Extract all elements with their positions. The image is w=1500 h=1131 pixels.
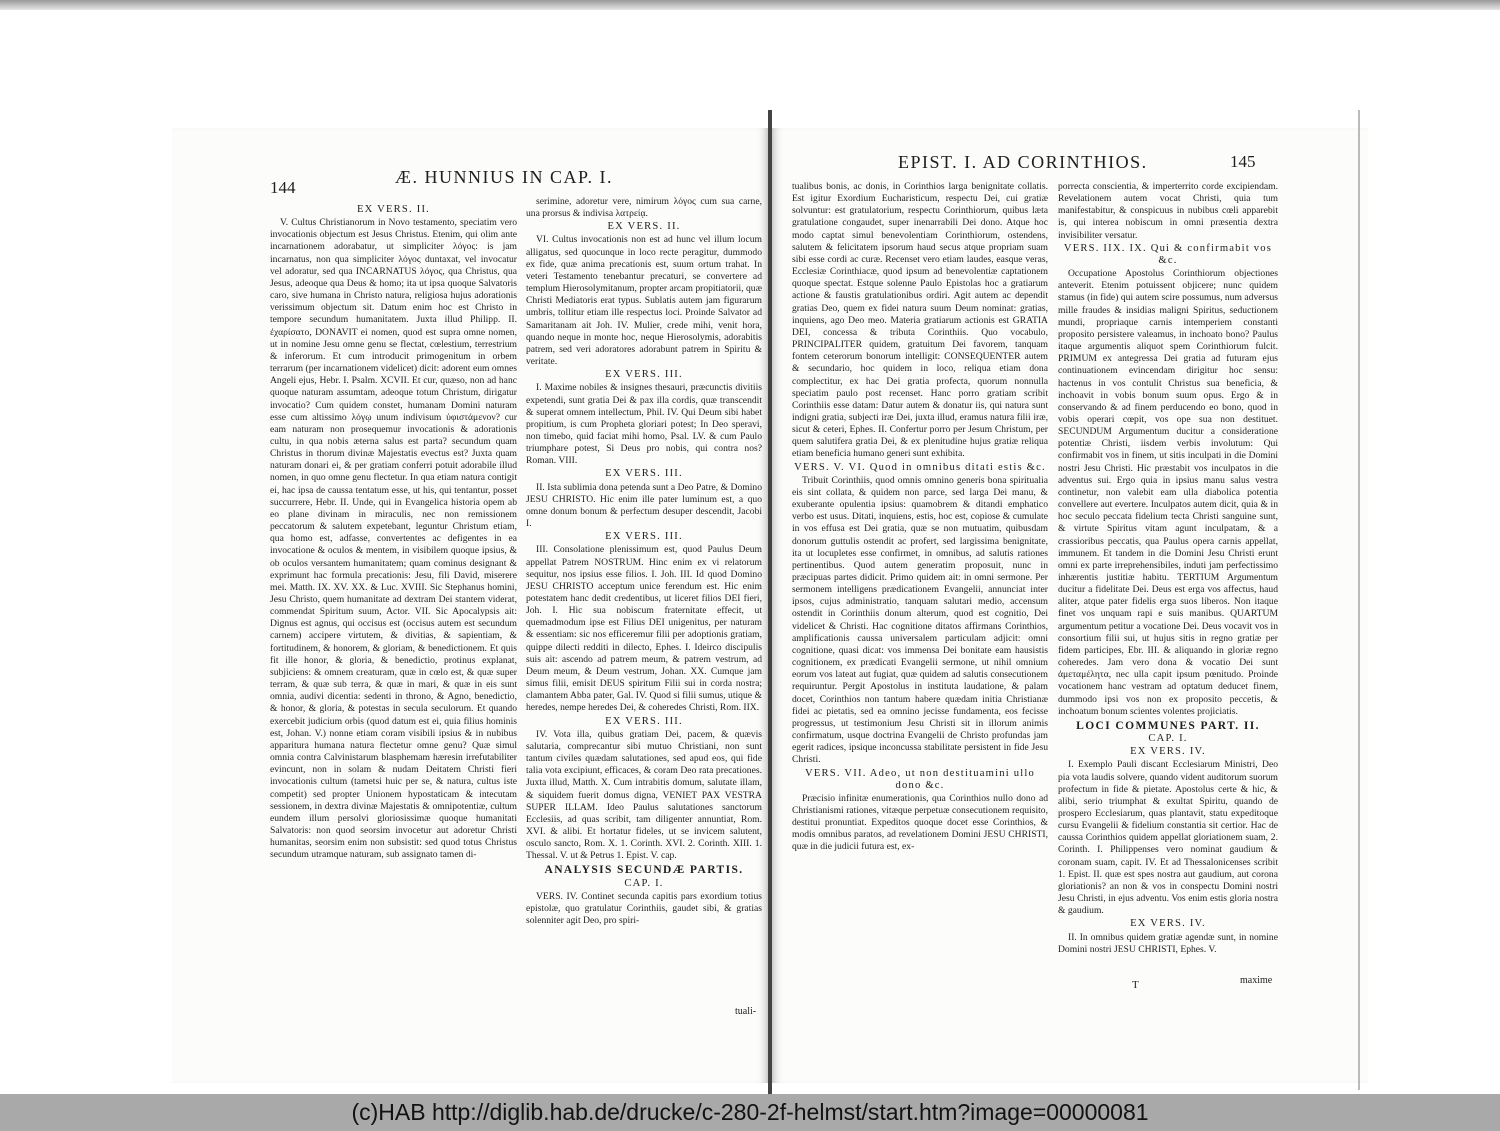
section-heading: EX VERS. III. bbox=[605, 715, 683, 727]
section-heading: EX VERS. III. bbox=[605, 468, 683, 480]
section-heading: VERS. V. VI. Quod in omnibus ditati estis &c. bbox=[794, 461, 1046, 473]
section-heading: EX VERS. III. bbox=[605, 369, 683, 381]
paragraph: II. In omnibus quidem gratiæ agendæ sunt, in nomine Domini nostri JESU CHRISTI, Ephes. V. bbox=[1058, 931, 1278, 955]
paragraph: VI. Cultus invocationis non est ad hunc vel illum locum alligatus, sed quocunque in loco recte peragitur, dummodo ex fide, quæ anima precationis est, suum ortum trahat. In veteri Testamento tenebantur precaturi, se convertere ad templum Hierosolymitanum, propter arcam propitiatorii, quæ Christi Mediatoris erat typus. Sublatis autem jam figurarum umbris, tollitur etiam ille respectus loci. Proinde Salvator ad Samaritanam ait Joh. IV. Mulier, crede mihi, venit hora, quando neque in monte hoc, neque Hierosolymis, adorabitis patrem, sed veri adoratores adorabunt patrem in Spiritu & veritate. bbox=[526, 234, 762, 368]
paragraph: porrecta conscientia, & imperterrito corde excipiendam. Revelationem autem vocat Christi, quia tum manifestabitur, & conspicuus in nubibus cœli apparebit is, qui interea nobiscum in omni præsentia dextra invisibiliter versatur. bbox=[1058, 181, 1278, 241]
section-heading: EX VERS. II. bbox=[356, 204, 431, 215]
paragraph: tualibus bonis, ac donis, in Corinthios larga benignitate collatis. Est igitur Exordium Eucharisticum, respectu Dei, cui gratiæ solvuntur: est gratulatorium, respectu Corinthiorum, quibus læta gratulatione congaudet, super inenarrabili Dei dono. Atque hoc modo captat simul benevolentiam Corinthiorum, ostendens, salutem & felicitatem ipsorum haud secus atque propriam suam sibi esse cordi ac curæ. Recenset vero etiam laudes, easque veras, Ecclesiæ Corinthiacæ, quod ipsum ad benevolentiæ captationem quoque spectat. Estque solenne Paulo Epistolas hoc a gratiarum actione & faustis gratulationibus ordiri. Agit autem ac dependit gratias Deo, quem ex fidei natura suum Deum nominat: gratias, inquiens, ago Deo meo. Materia gratiarum actionis est GRATIA DEI, concessa & tributa Corinthiis. Quo vocabulo, PRINCIPALITER quidem, gratuitum Dei favorem, tanquam fontem ceterorum bonorum intelligit: CONSEQUENTER autem & secundario, hoc quidem in loco, reliqua etiam dona complectitur, ex hac Dei gratia profecta, quorum nonnulla speciatim paulo post recenset. Hanc porro gratiam scribit Corinthiis esse datam: Datur autem & donatur iis, qui natura sunt indigni gratia, subjecti iræ Dei, juxta illud, eramus natura filii iræ, sicut & ceteri, Ephes. II. Confertur porro per Jesum Christum, per quem salutifera gratia Dei, & ex plenitudine hujus gratiæ reliqua etiam beneficia humano generi sunt exhibita. bbox=[792, 181, 1048, 460]
left-column-1 bbox=[270, 203, 517, 1003]
paragraph: VERS. IV. Continet secunda capitis pars exordium totius epistolæ, quo gratulatur Corinthiis, gaudet sibi, & gratias solenniter agit Deo, pro spiri- bbox=[526, 890, 762, 927]
page-edge bbox=[1358, 110, 1360, 1090]
left-column-2 bbox=[526, 196, 762, 1004]
section-heading: VERS. IIX. IX. Qui & confirmabit vos &c. bbox=[1063, 242, 1273, 266]
right-column-1 bbox=[792, 181, 1048, 1021]
paragraph: I. Exemplo Pauli discant Ecclesiarum Ministri, Deo pia vota laudis solvere, quando vident auditorum suorum profectum in fide & pietate. Apostolus certe & hic, & alibi, serio triumphat & exultat Spiritu, quando de prospero Ecclesiarum, quas plantavit, statu expeditoque cursu Evangelii & fidelium constantia sit certior. Hac de caussa Corinthios quidem appellat gloriationem suam, 2. Corinth. I. Philippenses vero nominat gaudium & coronam suam, capit. IV. Et ad Thessalonicenses scribit 1. Epist. II. quæ est spes nostra aut gaudium, aut corona gloriationis? an non & vos in conspectu Domini nostri Jesu Christi, in ejus adventu. Vos enim estis gloria nostra & gaudium. bbox=[1058, 759, 1278, 917]
section-heading: ANALYSIS SECUNDÆ PARTIS. bbox=[544, 864, 744, 877]
right-column-2 bbox=[1058, 181, 1278, 981]
signature-mark: T bbox=[1132, 979, 1139, 991]
left-running-head: Æ. HUNNIUS IN CAP. I. bbox=[395, 167, 614, 187]
section-heading: CAP. I. bbox=[624, 877, 664, 889]
section-heading: VERS. VII. Adeo, ut non destituamini ullo dono &c. bbox=[805, 767, 1035, 791]
paragraph: serimine, adoretur vere, nimirum λόγος cum sua carne, una prorsus & indivisa λατρείᾳ. bbox=[526, 196, 762, 220]
section-heading: EX VERS. III. bbox=[605, 531, 683, 543]
paragraph: IV. Vota illa, quibus gratiam Dei, pacem, & quævis salutaria, comprecantur sibi mutuo Christiani, non sunt tantum civiles quædam salutationes, sed apud eos, qui fide talia vota excipiunt, efficaces, & coram Deo rata precationes. Juxta illud, Matth. X. Cum intrabitis domum, salutate illam, & siquidem fuerit domus digna, VENIET PAX VESTRA SUPER ILLAM. Ideo Paulus salutationes sanctorum Ecclesiis, ad quas scribit, tam diligenter annuntiat, Rom. XVI. & alibi. Et hortatur fideles, ut se invicem salutent, osculo sancto, Rom. X. 1. Corinth. XVI. 2. Corinth. XIII. 1. Thessal. V. ut & Petrus 1. Epist. V. cap. bbox=[526, 728, 762, 862]
paragraph: Occupatione Apostolus Corinthiorum objectiones anteverit. Etenim potuissent objicere; nunc quidem stamus (in fide) qui autem scire possumus, num adversus mille fraudes & insidias maligni Spiritus, seductionem mundi, propriaque carnis intemperiem constanti proposito persistere valeamus, in inchoato bono? Paulus itaque argumentis aliquot spem Corinthiorum fulcit. PRIMUM ex antegressa Dei gratia ad futuram ejus continuationem evincendam dirigitur hoc sensu: hactenus in vos contulit Christus sua beneficia, & inchoavit in vobis bonum suum opus. Ergo & in conservando & ad finem perducendo eo bono, quod in vobis operari cœpit, vos ope sua non destituet. SECUNDUM Argumentum ducitur a consideratione potentiæ Christi, iisdem verbis involutum: Qui confirmabit vos in finem, ut sitis inculpati in die Domini nostri Jesu Christi. Hic præstabit vos inculpatos in die adventus sui. Ergo quia in ipsius manu salus vestra continetur, non valebit eam ulla diabolica potentia convellere aut evertere. Inculpatos autem dicit, quia & in hoc seculo peccata fidelium tecta Christi sanguine sunt, & virtute Spiritus vitam agunt inculpatam, & a crassioribus peccatis, qua Paulus opera carnis appellat, immunem. Et tandem in die Domini Jesu Christi erunt omni ex parte irreprehensibiles, induti jam perfectissimo inhærentis justitiæ habitu. TERTIUM Argumentum ducitur a fidelitate Dei. Deus est erga vos affectus, haud aliter, atque pater fidelis erga suos liberos. Non itaque finet vos unquam rapi e suis manibus. QUARTUM argumentum petitur a vocatione Dei. Deus vocavit vos in consortium filii sui, ut hujus sitis in regno gratiæ per fidem participes, Ebr. III. & aliquando in gloriæ regno coheredes. Jam vero dona & vocatio Dei sunt ἀμεταμέλητα, nec ulla capit ipsum pœnitudo. Proinde vocationem hanc vestram ad optatum deducet finem, dummodo ipsi vos non ex proposito peccetis, & inchoatum bonum scientes volentes projiciatis. bbox=[1058, 268, 1278, 717]
left-page-number: 144 bbox=[270, 178, 296, 197]
section-heading: EX VERS. IV. bbox=[1130, 746, 1206, 758]
right-catchword: maxime bbox=[1240, 975, 1273, 986]
right-running-head: EPIST. I. AD CORINTHIOS. bbox=[898, 152, 1148, 172]
scan-top-shade bbox=[0, 0, 1500, 10]
paragraph: Præcisio infinitæ enumerationis, qua Corinthios nullo dono ad Christianismi rationes, vitæque perpetuæ consecutionem requisito, destitui pronuntiat. Expeditos quoque docet esse Corinthios, & modis omnibus paratos, ad revelationem Domini JESU CHRISTI, quæ in die judicii futura est, ex- bbox=[792, 792, 1048, 853]
left-catchword: tuali- bbox=[735, 1006, 757, 1017]
right-page-number: 145 bbox=[1230, 152, 1256, 171]
paragraph: Tribuit Corinthiis, quod omnis omnino generis bona spiritualia eis sint collata, & quidem non parce, sed larga Dei manu, & exuberante opulentia ipsius: quamobrem & ditandi emphatico verbo est usus. Ditati, inquiens, estis, hoc est, copiose & cumulate in vos effusa est Dei gratia, quæ se non mutuatim, quibusdam donorum guttulis ostendit ac profert, sed largissima benignitate, ita ut locupletes esse confirmet, in omnibus, ad salutis rationes pertinentibus. Quod autem generatim proposuit, nunc in præcipuas partes didicit. Primo quidem ait: in omni sermone. Per sermonem intelligens prædicationem Evangelii, annunciat inter ipsos, cujus administratio, tanquam salutari medio, accensum ostendit in Corinthiis donum alterum, quod est cognitio, Dei videlicet & Christi. Hac cognitione ditatos affirmans Corinthios, amplificationis caussa universalem particulam adjicit: omni cognitione, quasi dicat: vos immensa Dei bonitate eam hausistis cognitionem, ex prædicati Evangelii sermone, ut nihil omnium eorum vos lateat aut fugiat, quæ quidem ad salutis consecutionem requiruntur. Pergit Apostolus in instituta laudatione, & palam docet, Corinthios non tantum habere quædam initia Christianæ fidei ac pietatis, sed ea omnino jecisse fundamenta, eos fecisse progressus, ut testimonium Jesu Christi sit in illorum animis confirmatum, usque doctrina Evangelii de Christo profundas jam egerit radices, ipsique inconcussa stabilitate persistent in fide Jesu Christi. bbox=[792, 474, 1048, 766]
copyright-footer: (c)HAB http://diglib.hab.de/drucke/c-280-2f-helmst/start.htm?image=00000081 bbox=[0, 1094, 1500, 1131]
paragraph: I. Maxime nobiles & insignes thesauri, præcunctis divitiis expetendi, sunt gratia Dei & pax illa cordis, quæ transcendit & superat omnem intellectum, Phil. IV. Qui Deum sibi habet propitium, is cum Propheta gloriari potest; In Deo speravi, non timebo, quid faciat mihi homo, Psal. LV. & cum Paulo triumphare potest, Si Deus pro nobis, qui contra nos? Roman. VIII. bbox=[526, 382, 762, 467]
section-heading: CAP. I. bbox=[1148, 733, 1188, 745]
paragraph: II. Ista sublimia dona petenda sunt a Deo Patre, & Domino JESU CHRISTO. Hic enim ille pater luminum est, a quo omne donum bonum & perfectum desuper descendit, Jacobi I. bbox=[526, 481, 762, 530]
section-heading: EX VERS. II. bbox=[607, 221, 681, 233]
book-gutter bbox=[768, 110, 772, 1100]
paragraph: III. Consolatione plenissimum est, quod Paulus Deum appellat Patrem NOSTRUM. Hinc enim ex vi relatorum sequitur, nos ipsius esse filios. I. Joh. III. Id quod Domino JESU CHRISTO acceptum unice ferendum est. Hic enim potestatem hanc dedit credentibus, ut liceret filios DEI fieri, Joh. I. Hic sua nobiscum fraternitate effecit, ut quemadmodum ipse est Filius DEI unigenitus, per naturam & essentiam: sic nos efficeremur filii per adoptionis gratiam, quippe dilecti redditi in dilecto, Ephes. I. Ideirco discipulis suis ait: ascendo ad patrem meum, & patrem vestrum, ad Deum meum, & Deum vestrum, Johan. XX. Cumque jam simus filii, emisit DEUS spiritum Filii sui in corda nostra; clamantem Abba pater, Gal. IV. Quod si filii sumus, utique & heredes, nempe heredes Dei, & coheredes Christi, Rom. IIX. bbox=[526, 544, 762, 714]
section-heading: LOCI COMMUNES PART. II. bbox=[1076, 719, 1260, 732]
paragraph: V. Cultus Christianorum in Novo testamento, speciatim vero invocationis objectum est Jesus Christus. Etenim, qui olim ante incarnationem adorabatur, ut simpliciter λόγος: is jam incarnatus, non qua simpliciter λόγος duntaxat, vel invocatur vel adoratur, sed qua INCARNATUS λόγος, qua Christus, qua Jesus, adeoque qua Deus & homo; ita ut ipsa quoque Salvatoris caro, sive humana in Christo natura, religiosa hujus adorationis verissimum objectum sit. Datum enim hoc est Christo in tempore secundum humanitatem. Juxta illud Philipp. II. ἐχαρίσατο, DONAVIT ei nomen, quod est supra omne nomen, ut in nomine Jesu omne genu se flectat, cœlestium, terrestrium & inferorum. Et cum introducit primogenitum in orbem terrarum (per incarnationem videlicet) dicit: adorent eum omnes Angeli ejus, Hebr. I. Psalm. XCVII. Et cur, quæso, non ad hanc quoque naturam assumtam, adeoque totum Christum, dirigatur invocatio? Cum quidem constet, humanam Domini naturam esse cum altissimo λόγῳ unum indivisum ὑφιστάμενον? cur eam naturam non prosequemur invocationis & adorationis cultu, in qua nobis æterna salus est parta? secundum quam Christus in thorum divinæ Majestatis evectus est? Juxta quam naturam donari ei, & per gratiam conferri potuit adorabile illud nomen, in quo omne genu flectetur. In qua etiam natura contigit ei, hac ipsa de caussa tentatum esse, ut his, qui tentantur, posset succurrere, Hebr. II. Unde, qui in Evangelica historia opem ab eo plane divinam in miraculis, nec non remissionem peccatorum & salutem expetebant, leguntur Christum etiam, qua homo est, adfasse, convertentes ac defigentes in ea invocatione & oculos & mentem, in visibilem quoque ipsius, & ob oculos versantem humanitatem; quam cominus designant & exprimunt hac formula precationis: Jesu, fili David, miserere mei. Matth. IX. XV. XX. & Luc. XVIII. Sic Stephanus homini, Jesu Christo, quem humanitate ad dextram Dei stantem viderat, commendat Spiritum suum, Actor. VII. Sic Apocalypsis ait: Dignus est agnus, qui occisus est (occisus autem est secundum carnem) accipere virtutem, & divitias, & sapientiam, & fortitudinem, & honorem, & gloriam, & benedictionem. Et quis fit ille honor, & gloria, & benedictio, protinus explanat, subjiciens: & omnem creaturam, quæ in cœlo est, & quæ super terram, & quæ sub terra, & quæ in mari, & quæ in eis sunt omnia, audivi dicentia: sedenti in throno, & Agno, benedictio, & honor, & gloria, & potestas in secula seculorum. Et quando exercebit judicium orbis (quod datum est ei, quia filius hominis est, Johan. V.) nonne etiam coram visibili ipsius & in nubibus apparitura humana natura flectetur omne genu? Quæ simul omnia contra Calvinistarum blasphemam hæresin irrefutabiliter evincunt, non in solam & nudam Deitatem Christi fieri invocationis cultum (tametsi huic per se, & natura, cultus iste competit) sed propter Unionem hypostaticam & intecutam sessionem, in dextra divinæ Majestatis & omnipotentiæ, cultum eundem illum persolvi gloriosissimæ quoque humanitati Salvatoris: non quod seorsim invocetur aut adoretur Christi humanitas, seorsim enim non subsistit: sed quod totus Christus secundum utramque naturam, sub assignato tamen di- bbox=[270, 217, 517, 861]
section-heading: EX VERS. IV. bbox=[1130, 918, 1206, 930]
